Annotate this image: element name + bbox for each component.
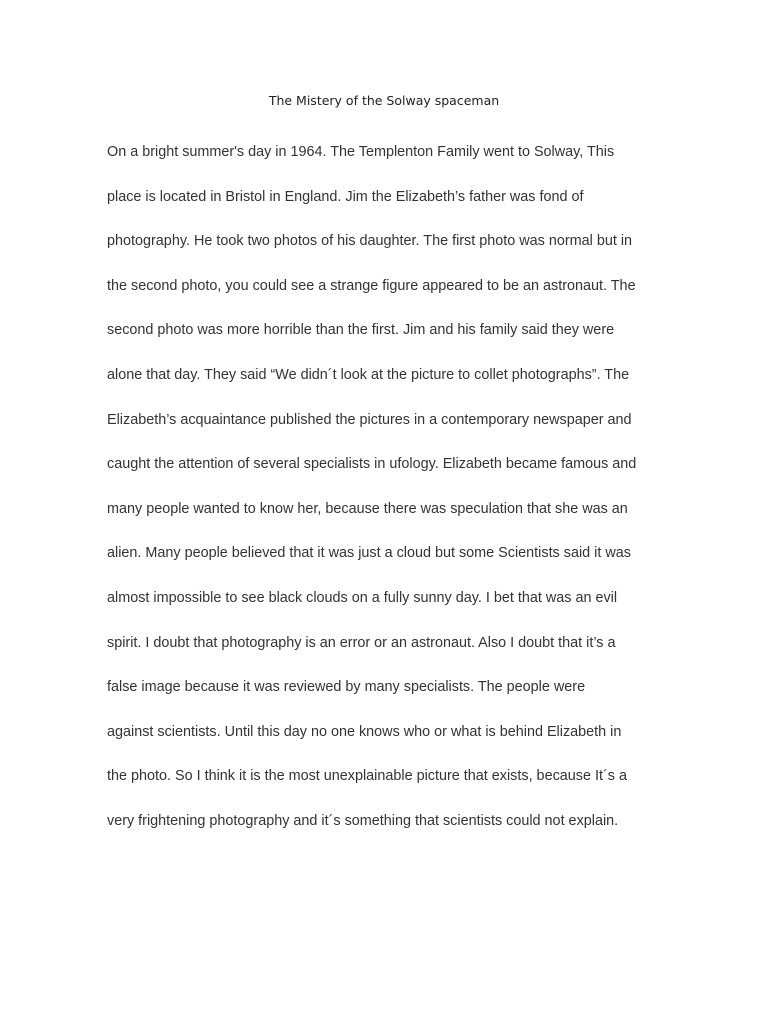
body-line: On a bright summer's day in 1964. The Templenton Family went to Solway, This xyxy=(107,144,615,160)
document-title: The Mistery of the Solway spaceman xyxy=(268,93,500,108)
body-line: almost impossible to see black clouds on a fully sunny day. I bet that was an evil xyxy=(107,589,618,606)
body-line: place is located in Bristol in England. Jim the Elizabeth’s father was fond of xyxy=(107,188,584,205)
body-line: the photo. So I think it is the most unexplainable picture that exists, because It´s a xyxy=(107,768,627,785)
body-line: false image because it was reviewed by many specialists. The people were xyxy=(107,679,586,696)
body-line: caught the attention of several specialists in ufology. Elizabeth became famous and xyxy=(107,456,637,473)
body-line: alone that day. They said “We didn´t look at the picture to collet photographs”. The xyxy=(107,366,630,383)
body-line: Elizabeth’s acquaintance published the pictures in a contemporary newspaper and xyxy=(107,411,632,428)
body-line: the second photo, you could see a strange figure appeared to be an astronaut. The xyxy=(107,277,636,294)
body-line: second photo was more horrible than the first. Jim and his family said they were xyxy=(107,322,615,339)
body-line: photography. He took two photos of his daughter. The first photo was normal but in xyxy=(107,233,633,250)
body-line: against scientists. Until this day no one knows who or what is behind Elizabeth in xyxy=(107,723,622,740)
document-body xyxy=(107,141,707,855)
body-line: many people wanted to know her, because there was speculation that she was an xyxy=(107,500,628,517)
body-line: very frightening photography and it´s something that scientists could not explain. xyxy=(107,812,619,829)
body-line: spirit. I doubt that photography is an error or an astronaut. Also I doubt that it’s a xyxy=(107,634,616,651)
body-line: alien. Many people believed that it was just a cloud but some Scientists said it was xyxy=(107,545,631,562)
